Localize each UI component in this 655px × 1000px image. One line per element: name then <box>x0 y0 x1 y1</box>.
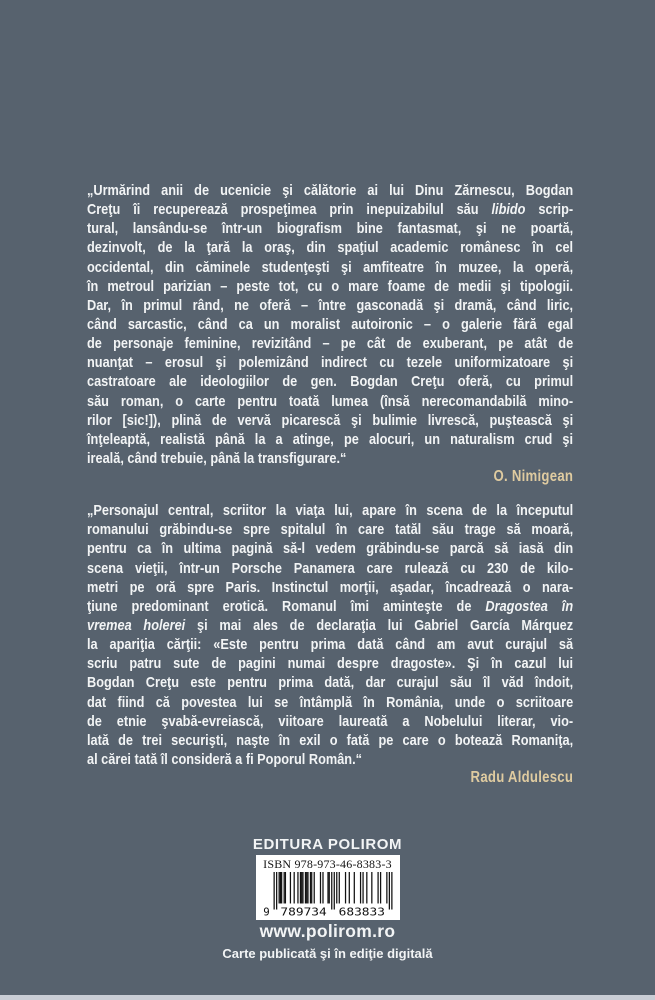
publisher-name: EDITURA POLIROM <box>252 836 403 853</box>
quote-block-1 <box>87 181 573 486</box>
blurbs <box>87 181 573 787</box>
quote-text-1 <box>87 181 573 468</box>
quote-line: castratoare ale ideologiilor de gen. Bogdan Creţu oferă, cu primul <box>87 373 574 391</box>
quote-line: în metroul parizian – peste tot, cu o mare foame de medii şi tipologii. <box>87 277 574 295</box>
svg-text:9: 9 <box>262 906 270 918</box>
quote-text-2 <box>87 501 573 769</box>
quote-line: la apariţia cărţii: «Este pentru prima dată când am avut curajul să <box>87 636 574 654</box>
isbn-barcode-box <box>256 855 400 920</box>
quote-attribution-2: Radu Aldulescu <box>470 769 574 787</box>
quote-line: occidental, din căminele studenţeşti şi amfiteatre în muzee, la operă, <box>87 258 574 276</box>
quote-line: lată de trei securişti, naşte în exil o fată pe care o botează Romaniţa, <box>87 731 574 749</box>
quote-line: rilor [sic!]), plină de vervă picarescă şi bulimie livrescă, puştească şi <box>87 411 574 429</box>
quote-line: său roman, o carte pentru toată lumea (însă nerecomandabilă mino- <box>87 392 574 410</box>
quote-line: dezinvolt, de la ţară la oraş, din spaţiul academic românesc în cel <box>87 239 574 257</box>
quote-line: „Personajul central, scriitor la viaţa lui, apare în scena de la începutul <box>87 502 574 520</box>
quote-line: metri pe oră spre Paris. Instinctul morţii, aşadar, încadrează o nara- <box>87 578 574 596</box>
cover-bottom-edge <box>0 995 655 1000</box>
svg-text:789734: 789734 <box>279 906 327 918</box>
quote-attribution-1: O. Nimigean <box>493 468 574 486</box>
quote-line: când sarcastic, când ca un moralist autoironic – o galerie fără egal <box>87 315 574 333</box>
quote-line: scena vieţii, într-un Porsche Panamera care rulează cu 230 de kilo- <box>87 559 574 577</box>
quote-line: Creţu îi recuperează prospeţimea prin inepuizabilul său libido scrip- <box>87 201 574 219</box>
quote-line: romanului grăbindu-se spre spitalul în care tatăl său trage să moară, <box>87 521 574 539</box>
quote-line: Dar, în primul rând, ne oferă – între gasconadă şi dramă, când liric, <box>87 296 574 314</box>
quote-line: dat fiind că povestea lui se întâmplă în România, unde o scriitoare <box>87 693 574 711</box>
quote-line: al cărei tată îl consideră a fi Poporul Român.“ <box>87 750 363 768</box>
svg-text:683833: 683833 <box>338 906 385 918</box>
quote-block-2 <box>87 501 573 787</box>
publisher-website: www.polirom.ro <box>259 921 396 941</box>
quote-line: ţiune predominant erotică. Romanul îmi aminteşte de Dragostea în <box>87 597 574 615</box>
quote-line: „Urmărind anii de ucenicie şi călătorie ai lui Dinu Zărnescu, Bogdan <box>87 182 574 199</box>
quote-line: scriu patru sute de pagini numai despre dragoste». Şi în cazul lui <box>87 655 574 673</box>
quote-line: tural, lansându-se într-un biografism bine fantasmat, şi ne poartă, <box>87 220 574 238</box>
quote-line: ireală, când trebuie, până la transfigurare.“ <box>87 449 347 467</box>
quote-line: vremea holerei şi mai ales de declaraţia lui Gabriel García Márquez <box>87 616 574 634</box>
digital-edition-note: Carte publicată şi în ediţie digitală <box>222 946 433 961</box>
isbn-label: ISBN 978-973-46-8383-3 <box>263 857 392 871</box>
quote-line: de personaje feminine, revizitând – pe cât de exuberant, pe atât de <box>87 335 574 353</box>
quote-line: nuanţat – erosul şi polemizând indirect cu tezele uniformizatoare şi <box>87 354 574 372</box>
quote-line: de etnie şvabă-evreiască, viitoare laureată a Nobelului literar, vio- <box>87 712 574 730</box>
quote-line: înţeleaptă, realistă până la a atinge, pe alocuri, un naturalism crud şi <box>87 430 574 448</box>
quote-line: pentru ca în ultima pagină să-l vedem grăbindu-se parcă să iasă din <box>87 540 574 558</box>
ean13-barcode-icon <box>261 872 395 918</box>
quote-line: Bogdan Creţu este pentru prima dată, dar curajul său îl văd îndoit, <box>87 674 574 692</box>
